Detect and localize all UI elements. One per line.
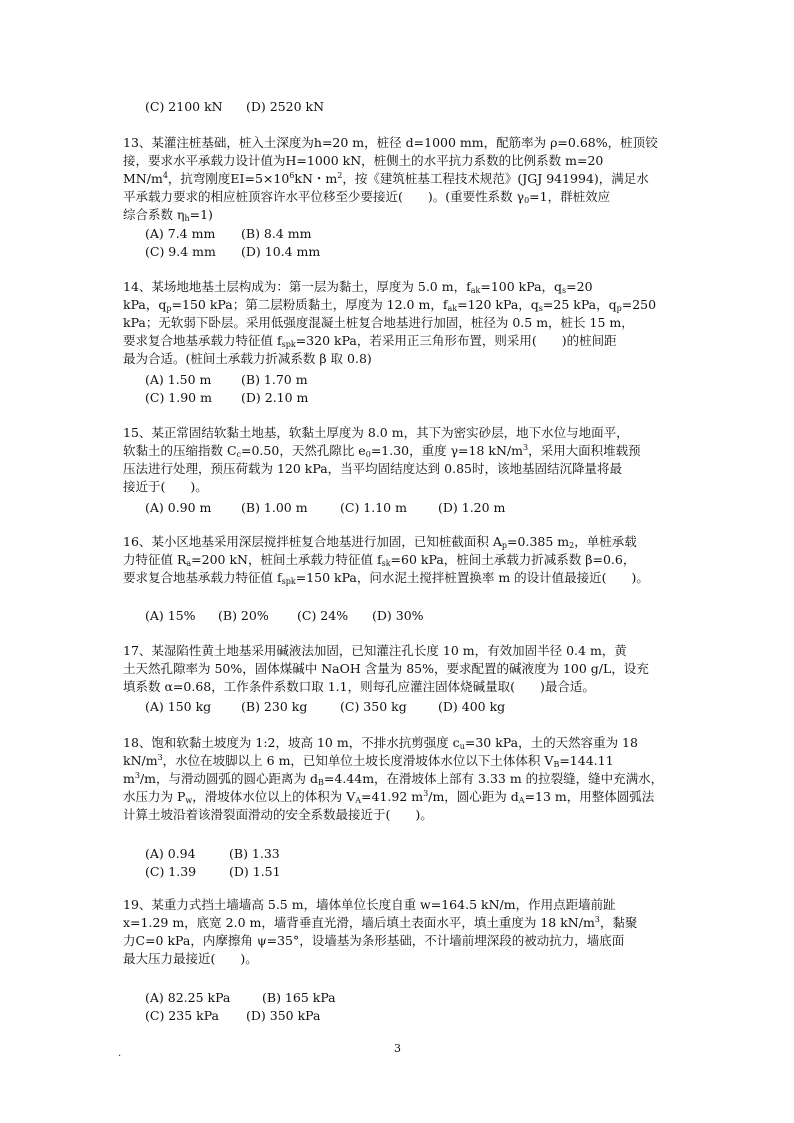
q18-option-c: (C) 1.39 [145, 864, 197, 879]
q13-line-4: 平承载力要求的相应桩顶容许水平位移至少要接近( )。(重要性系数 $\gamma_0=1$，群桩效应 [123, 189, 611, 205]
q18-line-3: $m^3/m$，与滑动圆弧的圆心距离为 $d_B=4.44m$，在滑坡体上部有 3.33 m 的拉裂缝，缝中充满水， [123, 771, 664, 787]
q16-line-3: 要求复合地基承载力特征值 $f_{spk}=150$ kPa，问水泥土搅拌桩置换率 m 的设计值最接近( )。 [123, 570, 649, 586]
q18-line-5: 计算土坡沿着该滑裂面滑动的安全系数最接近于( )。 [123, 807, 433, 822]
q19-line-3: 力C=0 kPa，内摩擦角 ψ=35°，设墙基为条形基础，不计墙前埋深段的被动抗力，墙底面 [123, 933, 625, 948]
q17-line-2: 土天然孔隙率为 50%，固体煤碱中 NaOH 含量为 85%，要求配置的碱液度为 100 g/L，设充 [123, 661, 649, 676]
q15-option-b: (B) 1.00 m [241, 500, 308, 515]
q18-line-4: 水压力为 $P_w$，滑坡体水位以上的体积为 $V_A=41.92$ $m^3/m$，圆心距为 $d_A=13$ m，用整体圆弧法 [123, 789, 655, 805]
q14-option-c: (C) 1.90 m [145, 390, 212, 405]
q19-line-1: 19、某重力式挡土墙墙高 5.5 m，墙体单位长度自重 w=164.5 kN/m，作用点距墙前趾 [123, 897, 616, 912]
q17-line-3: 填系数 α=0.68，工作条件系数口取 1.1，则每孔应灌注固体烧碱量取( )最合适。 [123, 679, 595, 694]
q13-line-5: 综合系数 $\eta_h=1$) [123, 207, 213, 223]
page-number: 3 [394, 1042, 401, 1055]
q16-option-c: (C) 24% [297, 608, 349, 623]
q12-option-c: (C) 2100 kN [145, 99, 223, 114]
q15-line-4: 接近于( )。 [123, 479, 208, 494]
q13-line-1: 13、某灌注桩基础，桩入土深度为h=20 m，桩径 d=1000 mm，配筋率为 ρ=0.68%，桩顶铰 [123, 135, 658, 150]
q14-option-d: (D) 2.10 m [241, 390, 309, 405]
q14-line-5: 最为合适。(桩间土承载力折减系数 β 取 0.8) [123, 351, 372, 366]
q13-option-d: (D) 10.4 mm [241, 244, 321, 259]
q14-line-1: 14、某场地地基土层构成为：第一层为黏土，厚度为 5.0 m，$f_{ak}=100$ kPa，$q_s=20$ [123, 279, 593, 295]
q17-option-c: (C) 350 kg [340, 699, 407, 714]
q13-line-3: $MN/m^4$，抗弯刚度$EI=5\times 10^6kN$・$m^2$，按《建筑桩基工程技术规范》(JGJ 941994)，满足水 [123, 171, 649, 186]
q15-option-c: (C) 1.10 m [340, 500, 407, 515]
q16-option-d: (D) 30% [372, 608, 424, 623]
q14-line-3: kPa；无软弱下卧层。采用低强度混凝土桩复合地基进行加固，桩径为 0.5 m，桩长 15 m， [123, 315, 634, 330]
q17-option-b: (B) 230 kg [241, 699, 308, 714]
q19-option-c: (C) 235 kPa [145, 1008, 219, 1023]
q17-option-d: (D) 400 kg [438, 699, 506, 714]
q19-line-2: x=1.29 m，底宽 2.0 m，墙背垂直光滑，墙后填土表面水平，填土重度为 18 $kN/m^3$，黏聚 [123, 915, 638, 930]
q16-line-1: 16、某小区地基采用深层搅拌桩复合地基进行加固，已知桩截面积 $A_p=0.385$ $m_2$，单桩承载 [123, 534, 637, 550]
q14-option-b: (B) 1.70 m [241, 372, 308, 387]
q12-option-d: (D) 2520 kN [246, 99, 325, 114]
q16-line-2: 力特征值 $R_a=200$ kN，桩间土承载力特征值 $f_{sk}=60$ kPa，桩间土承载力折减系数 β=0.6， [123, 552, 636, 568]
q14-line-4: 要求复合地基承载力特征值 $f_{spk}=320$ kPa，若采用正三角形布置，则采用( )的桩间距 [123, 333, 617, 349]
q19-option-d: (D) 350 kPa [246, 1008, 321, 1023]
q18-option-b: (B) 1.33 [229, 846, 280, 861]
q18-option-d: (D) 1.51 [229, 864, 281, 879]
q19-option-a: (A) 82.25 kPa [145, 990, 231, 1005]
q13-option-c: (C) 9.4 mm [145, 244, 216, 259]
q17-line-1: 17、某湿陷性黄土地基采用碱液法加固，已知灌注孔长度 10 m，有效加固半径 0.4 m，黄 [123, 643, 627, 658]
q14-option-a: (A) 1.50 m [145, 372, 212, 387]
q16-option-b: (B) 20% [218, 608, 269, 623]
q16-option-a: (A) 15% [145, 608, 196, 623]
q18-line-1: 18、饱和软黏土坡度为 1:2，坡高 10 m，不排水抗剪强度 $c_u=30$ kPa，土的天然容重为 18 [123, 735, 638, 751]
q19-line-4: 最大压力最接近( )。 [123, 951, 258, 966]
q15-option-d: (D) 1.20 m [438, 500, 506, 515]
q15-line-1: 15、某正常固结软黏土地基，软黏土厚度为 8.0 m，其下为密实砂层，地下水位与地面平， [123, 425, 629, 440]
q13-option-a: (A) 7.4 mm [145, 226, 216, 241]
q19-option-b: (B) 165 kPa [262, 990, 336, 1005]
q15-line-2: 软黏土的压缩指数 $C_c=0.50$，天然孔隙比 $e_0=1.30$，重度 γ=18 $kN/m^3$，采用大面积堆载预 [123, 443, 641, 459]
q13-option-b: (B) 8.4 mm [241, 226, 312, 241]
q14-line-2: kPa，$q_p=150$ kPa；第二层粉质黏土，厚度为 12.0 m，$f_{ak}=120$ kPa，$q_s=25$ kPa，$q_p=250$ [123, 297, 657, 313]
q18-line-2: $kN/m^3$，水位在坡脚以上 6 m，已知单位土坡长度滑坡体水位以下土体体积 $V_B=144.11$ [123, 753, 614, 769]
q13-line-2: 接，要求水平承载力设计值为H=1000 kN，桩侧土的水平抗力系数的比例系数 m=20 [123, 153, 604, 168]
q15-line-3: 压法进行处理，预压荷载为 120 kPa，当平均固结度达到 0.85时，该地基固结沉降量将最 [123, 461, 622, 476]
q17-option-a: (A) 150 kg [145, 699, 212, 714]
footer-dot: . [118, 1048, 122, 1059]
q18-option-a: (A) 0.94 [145, 846, 196, 861]
q15-option-a: (A) 0.90 m [145, 500, 212, 515]
